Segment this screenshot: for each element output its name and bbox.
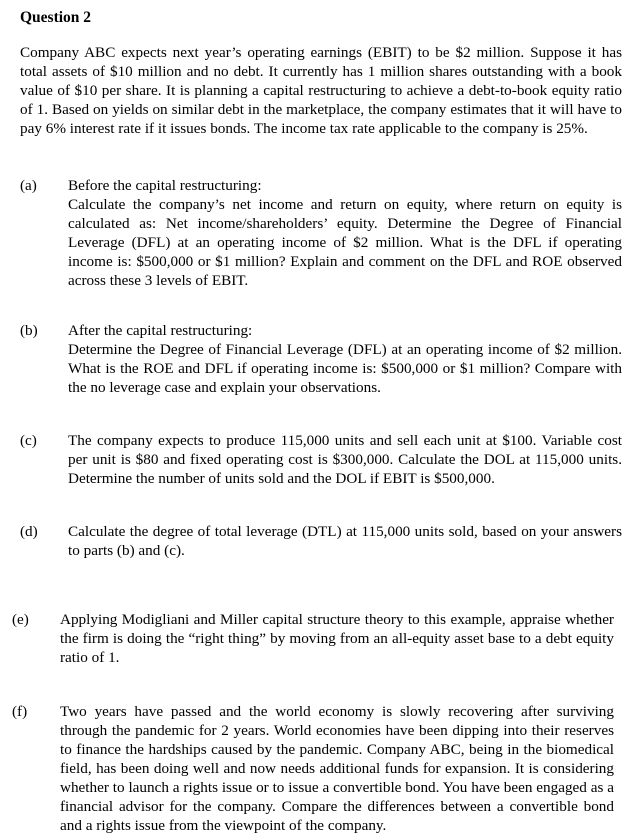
part-e-text: Applying Modigliani and Miller capital structure theory to this example, appraise whether the firm is doing the “right thing” by moving from an all-equity asset base to a debt equity ratio of 1.: [60, 611, 614, 666]
part-c-label: (c): [20, 432, 37, 449]
part-c-text: The company expects to produce 115,000 units and sell each unit at $100. Variable cost per unit is $80 and fixed operating cost is $300,000. Calculate the DOL at 115,000 units. Determine the number of units sold and the DOL if EBIT is $500,000.: [68, 432, 622, 487]
part-b-text: Determine the Degree of Financial Leverage (DFL) at an operating income of $2 million. What is the ROE and DFL if operating income is: $500,000 or $1 million? Compare with the no leverage case and explain your observations.: [68, 341, 622, 396]
part-f-text: Two years have passed and the world economy is slowly recovering after surviving through the pandemic for 2 years. World economies have been dipping into their reserves to finance the hardships caused by the pandemic. Company ABC, being in the biomedical field, has been doing well and now needs additional funds for expansion. It is considering whether to launch a rights issue or to issue a convertible bond. You have been engaged as a financial advisor for the company. Compare the differences between a convertible bond and a rights issue from the viewpoint of the company.: [60, 703, 614, 834]
part-a-title: Before the capital restructuring:: [68, 177, 262, 194]
question-heading: Question 2: [20, 9, 92, 26]
part-d-label: (d): [20, 523, 38, 540]
part-b-label: (b): [20, 322, 38, 339]
question-intro: Company ABC expects next year’s operating earnings (EBIT) to be $2 million. Suppose it has total assets of $10 million and no debt. It currently has 1 million shares outstanding with a book value of $10 per share. It is planning a capital restructuring to achieve a debt-to-book equity ratio of 1. Based on yields on similar debt in the marketplace, the company estimates that it will have to pay 6% interest rate if it issues bonds. The income tax rate applicable to the company is 25%.: [20, 44, 622, 137]
part-a-label: (a): [20, 177, 37, 194]
part-d-text: Calculate the degree of total leverage (DTL) at 115,000 units sold, based on your answers to parts (b) and (c).: [68, 523, 622, 559]
part-b-title: After the capital restructuring:: [68, 322, 253, 339]
part-f-label: (f): [12, 703, 28, 720]
part-a-text: Calculate the company’s net income and return on equity, where return on equity is calculated as: Net income/shareholders’ equity. Determine the Degree of Financial Leverage (DFL) at an operating income of $2 million. What is the DFL if operating income is: $500,000 or $1 million? Explain and comment on the DFL and ROE observed across these 3 levels of EBIT.: [68, 196, 622, 289]
part-e-label: (e): [12, 611, 29, 628]
